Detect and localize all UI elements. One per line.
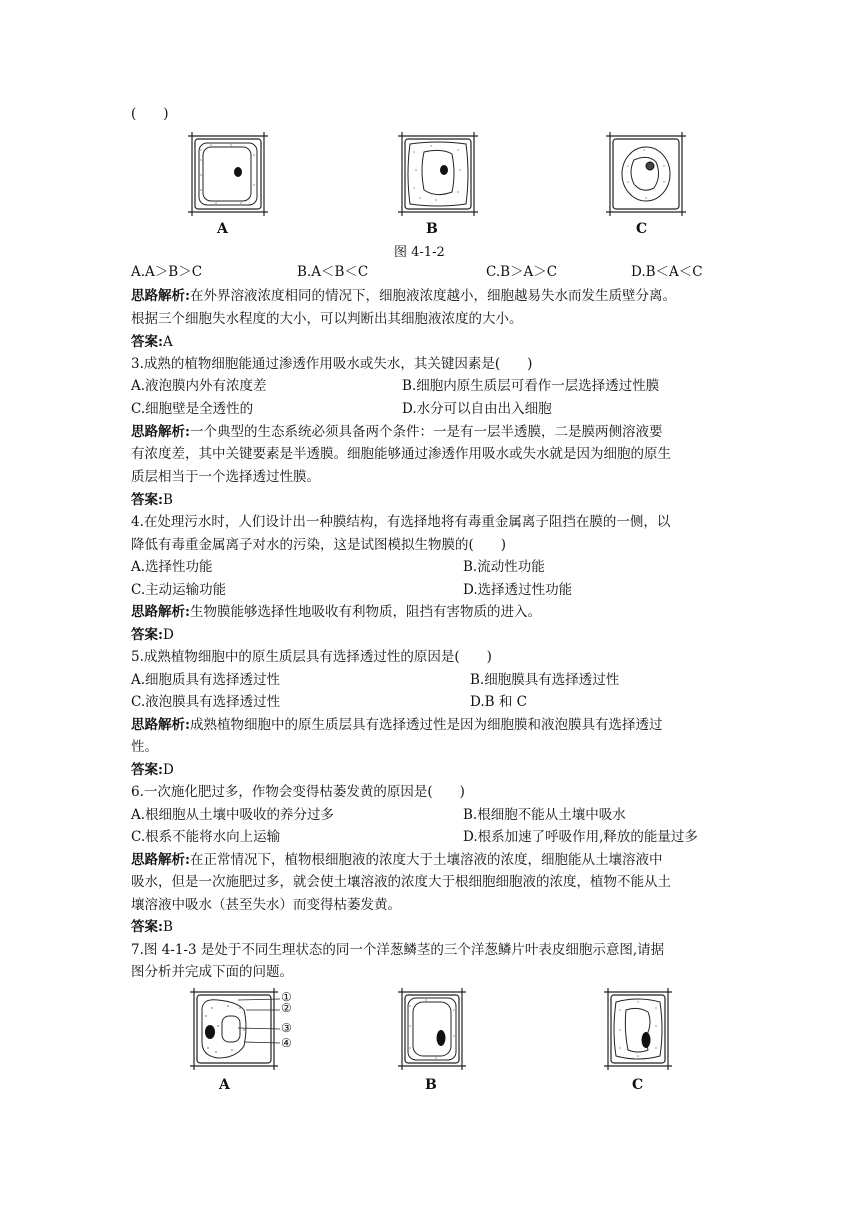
- fig-q2-cell-b: [396, 130, 480, 218]
- q6-option-a: A.根细胞从土壤中吸收的养分过多: [131, 807, 335, 823]
- q3-answer: B: [162, 492, 173, 508]
- q4-answer-label: 答案:: [131, 627, 163, 643]
- q6-analysis-line-2: 吸水，但是一次施肥过多，就会使土壤溶液的浓度大于根细胞细胞液的浓度，植物不能从土: [131, 874, 671, 890]
- q3-stem: 3.成熟的植物细胞能通过渗透作用吸水或失水，其关键因素是( ): [131, 356, 533, 372]
- q5-analysis-line-2: 性。: [131, 739, 158, 755]
- q6-analysis-text-1: 在正常情况下，植物根细胞液的浓度大于土壤溶液的浓度，细胞能从土壤溶液中: [189, 852, 663, 868]
- q5-analysis-label: 思路解析:: [131, 717, 190, 733]
- q6-analysis-label: 思路解析:: [131, 852, 190, 868]
- q4-option-d: D.选择透过性功能: [463, 582, 573, 598]
- q4-answer: D: [162, 627, 174, 643]
- q6-answer-label: 答案:: [131, 919, 163, 935]
- fig-q7-label-a: A: [219, 1077, 230, 1093]
- q2-answer: A: [162, 334, 173, 350]
- q2-analysis-line-1: [131, 286, 676, 306]
- q6-analysis-line-3: 壤溶液中吸水（甚至失水）而变得枯萎发黄。: [131, 897, 401, 913]
- fig-q2-caption: 图 4-1-2: [394, 245, 445, 260]
- q3-analysis-line-3: 质层相当于一个选择透过性膜。: [131, 469, 320, 485]
- q3-analysis-line-2: 有浓度差，其中关键要素是半透膜。细胞能够通过渗透作用吸水或失水就是因为细胞的原生: [131, 446, 671, 462]
- fig-q2-cell-c: [604, 130, 688, 218]
- q7-stem-line-1: 7.图 4-1-3 是处于不同生理状态的同一个洋葱鳞茎的三个洋葱鳞片叶表皮细胞示意图,请据: [131, 942, 665, 958]
- q3-option-b: B.细胞内原生质层可看作一层选择透过性膜: [402, 378, 660, 394]
- q2-option-b: B.A＜B＜C: [297, 264, 369, 280]
- q2-option-d: D.B＜A＜C: [631, 264, 703, 280]
- q5-option-d: D.B 和 C: [470, 694, 527, 710]
- q6-analysis-line-1: [131, 850, 662, 870]
- q5-answer-line: [131, 760, 174, 780]
- fig-q2-label-b: B: [426, 221, 438, 237]
- fig-q7-marker-3: ③: [281, 1021, 292, 1035]
- q7-stem-line-2: 图分析并完成下面的问题。: [131, 964, 293, 980]
- q4-analysis-line-1: [131, 602, 541, 622]
- fig-q7-cell-b: [396, 986, 468, 1072]
- q2-analysis-text-1: 在外界溶液浓度相同的情况下，细胞液浓度越小，细胞越易失水而发生质壁分离。: [189, 288, 676, 304]
- q3-analysis-line-1: [131, 422, 662, 442]
- q5-answer-label: 答案:: [131, 762, 163, 778]
- fig-q7-cell-c: [602, 986, 674, 1072]
- q5-option-b: B.细胞膜具有选择透过性: [470, 672, 620, 688]
- q3-analysis-text-1: 一个典型的生态系统必须具备两个条件：一是有一层半透膜，二是膜两侧溶液要: [189, 424, 663, 440]
- q2-option-a: A.A＞B＞C: [131, 264, 203, 280]
- q6-option-c: C.根系不能将水向上运输: [131, 829, 281, 845]
- q5-option-c: C.液泡膜具有选择透过性: [131, 694, 281, 710]
- q6-stem: 6.一次施化肥过多，作物会变得枯萎发黄的原因是( ): [131, 784, 465, 800]
- fig-q7-marker-1: ①: [281, 990, 292, 1004]
- q4-option-a: A.选择性功能: [131, 559, 213, 575]
- q6-answer-line: [131, 917, 173, 937]
- q4-answer-line: [131, 625, 174, 645]
- fig-q2-label-c: C: [636, 221, 648, 237]
- q4-stem-line-2: 降低有毒重金属离子对水的污染，这是试图模拟生物膜的( ): [131, 537, 507, 553]
- q6-option-b: B.根细胞不能从土壤中吸水: [463, 807, 626, 823]
- q5-option-a: A.细胞质具有选择透过性: [131, 672, 281, 688]
- q2-option-c: C.B＞A＞C: [486, 264, 558, 280]
- fig-q7-marker-4: ④: [281, 1036, 292, 1050]
- q3-option-c: C.细胞壁是全透性的: [131, 401, 254, 417]
- q4-stem-line-1: 4.在处理污水时，人们设计出一种膜结构，有选择地将有毒重金属离子阻挡在膜的一侧，以: [131, 514, 671, 530]
- q2-answer-line: [131, 332, 173, 352]
- fig-q7-cell-a: [188, 986, 284, 1072]
- q4-analysis-label: 思路解析:: [131, 604, 190, 620]
- q3-option-a: A.液泡膜内外有浓度差: [131, 378, 267, 394]
- q2-answer-label: 答案:: [131, 334, 163, 350]
- q4-option-b: B.流动性功能: [463, 559, 545, 575]
- q5-answer: D: [162, 762, 174, 778]
- q2-paren: ( ): [131, 106, 169, 122]
- q5-analysis-text-1: 成熟植物细胞中的原生质层具有选择透过性是因为细胞膜和液泡膜具有选择透过: [189, 717, 663, 733]
- fig-q2-label-a: A: [217, 221, 228, 237]
- q6-answer: B: [162, 919, 173, 935]
- q6-option-d: D.根系加速了呼吸作用,释放的能量过多: [463, 829, 698, 845]
- fig-q7-label-b: B: [425, 1077, 437, 1093]
- fig-q7-marker-2: ②: [281, 1001, 292, 1015]
- q4-analysis-text-1: 生物膜能够选择性地吸收有利物质，阻挡有害物质的进入。: [189, 604, 541, 620]
- q3-option-d: D.水分可以自由出入细胞: [402, 401, 552, 417]
- q3-analysis-label: 思路解析:: [131, 424, 190, 440]
- q3-answer-line: [131, 490, 173, 510]
- fig-q2-cell-a: [186, 130, 270, 218]
- fig-q7-label-c: C: [632, 1077, 644, 1093]
- q5-analysis-line-1: [131, 715, 662, 735]
- q2-analysis-label: 思路解析:: [131, 288, 190, 304]
- q2-analysis-line-2: 根据三个细胞失水程度的大小，可以判断出其细胞液浓度的大小。: [131, 311, 523, 327]
- q4-option-c: C.主动运输功能: [131, 582, 227, 598]
- q3-answer-label: 答案:: [131, 492, 163, 508]
- q5-stem: 5.成熟植物细胞中的原生质层具有选择透过性的原因是( ): [131, 649, 492, 665]
